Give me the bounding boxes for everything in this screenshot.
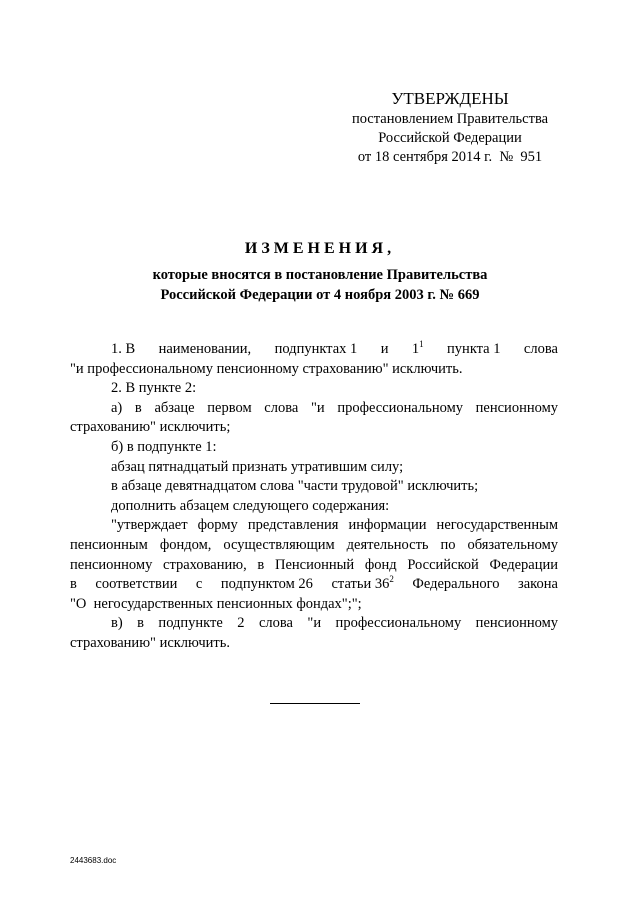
p1-word: 1. В [111,341,136,357]
quote-word: с [195,576,203,593]
paragraph-b-2: в абзаце девятнадцатом слова "части трудовой" исключить; [111,478,479,495]
paragraph-1-line-2: "и профессиональному пенсионному страхованию" исключить. [70,360,463,377]
paragraph-v-line-2: страхованию" исключить. [70,634,230,651]
p1-word: пункта 1 [447,341,501,357]
paragraph-a-line-2: страхованию" исключить; [70,419,231,436]
approval-line-1: постановлением Правительства [351,111,549,127]
quote-line-2: пенсионным фондом, осуществляющим деятельность по обязательному [70,536,558,553]
p1-word-with-superscript: $1^1$ [411,339,424,357]
p1-word: наименовании, [158,341,252,357]
document-subtitle [70,265,570,305]
quote-word: Федерального [412,576,500,593]
quote-word: в [70,576,77,593]
approval-block [300,88,600,167]
quote-line-5: "О негосударственных пенсионных фондах";"; [70,595,362,612]
p1-word: подпунктах 1 [274,341,358,357]
paragraph-b-3: дополнить абзацем следующего содержания: [111,497,390,514]
quote-line-3: пенсионному страхованию, в Пенсионный фонд Российской Федерации [70,556,558,573]
document-title: ИЗМЕНЕНИЯ, [244,240,396,257]
paragraph-a-line-1: а) в абзаце первом слова "и профессиональному пенсионному [111,399,558,416]
quote-line-1: "утверждает форму представления информации негосударственным [111,517,558,534]
quote-line-4 [70,575,558,595]
quote-superscript: 2 [389,574,394,585]
paragraph-1-line-1 [70,340,558,360]
quote-word-with-superscript: статьи $36^2$ [331,574,394,593]
approval-line-2: Российской Федерации [378,130,522,146]
subtitle-line-1: которые вносятся в постановление Правительства [152,267,488,283]
file-code: 2443683.doc [70,856,117,865]
paragraph-b: б) в подпункте 1: [111,438,217,455]
p1-word: и [380,341,389,357]
paragraph-b-1: абзац пятнадцатый признать утратившим силу; [111,458,404,475]
quote-word: соответствии [95,576,178,593]
paragraph-v-line-1: в) в подпункте 2 слова "и профессиональному пенсионному [111,615,558,632]
subtitle-line-2: Российской Федерации от 4 ноября 2003 г. № 669 [160,287,480,303]
p1-superscript: 1 [419,339,424,349]
quote-word: закона [518,576,558,593]
approval-title: УТВЕРЖДЕНЫ [391,89,509,108]
document-body [70,340,558,654]
p1-word: слова [523,341,558,357]
paragraph-2: 2. В пункте 2: [111,380,197,397]
approval-date-number: от 18 сентября 2014 г. № 951 [357,149,543,165]
closing-divider [270,703,360,704]
quote-word: подпунктом 26 [220,576,313,593]
